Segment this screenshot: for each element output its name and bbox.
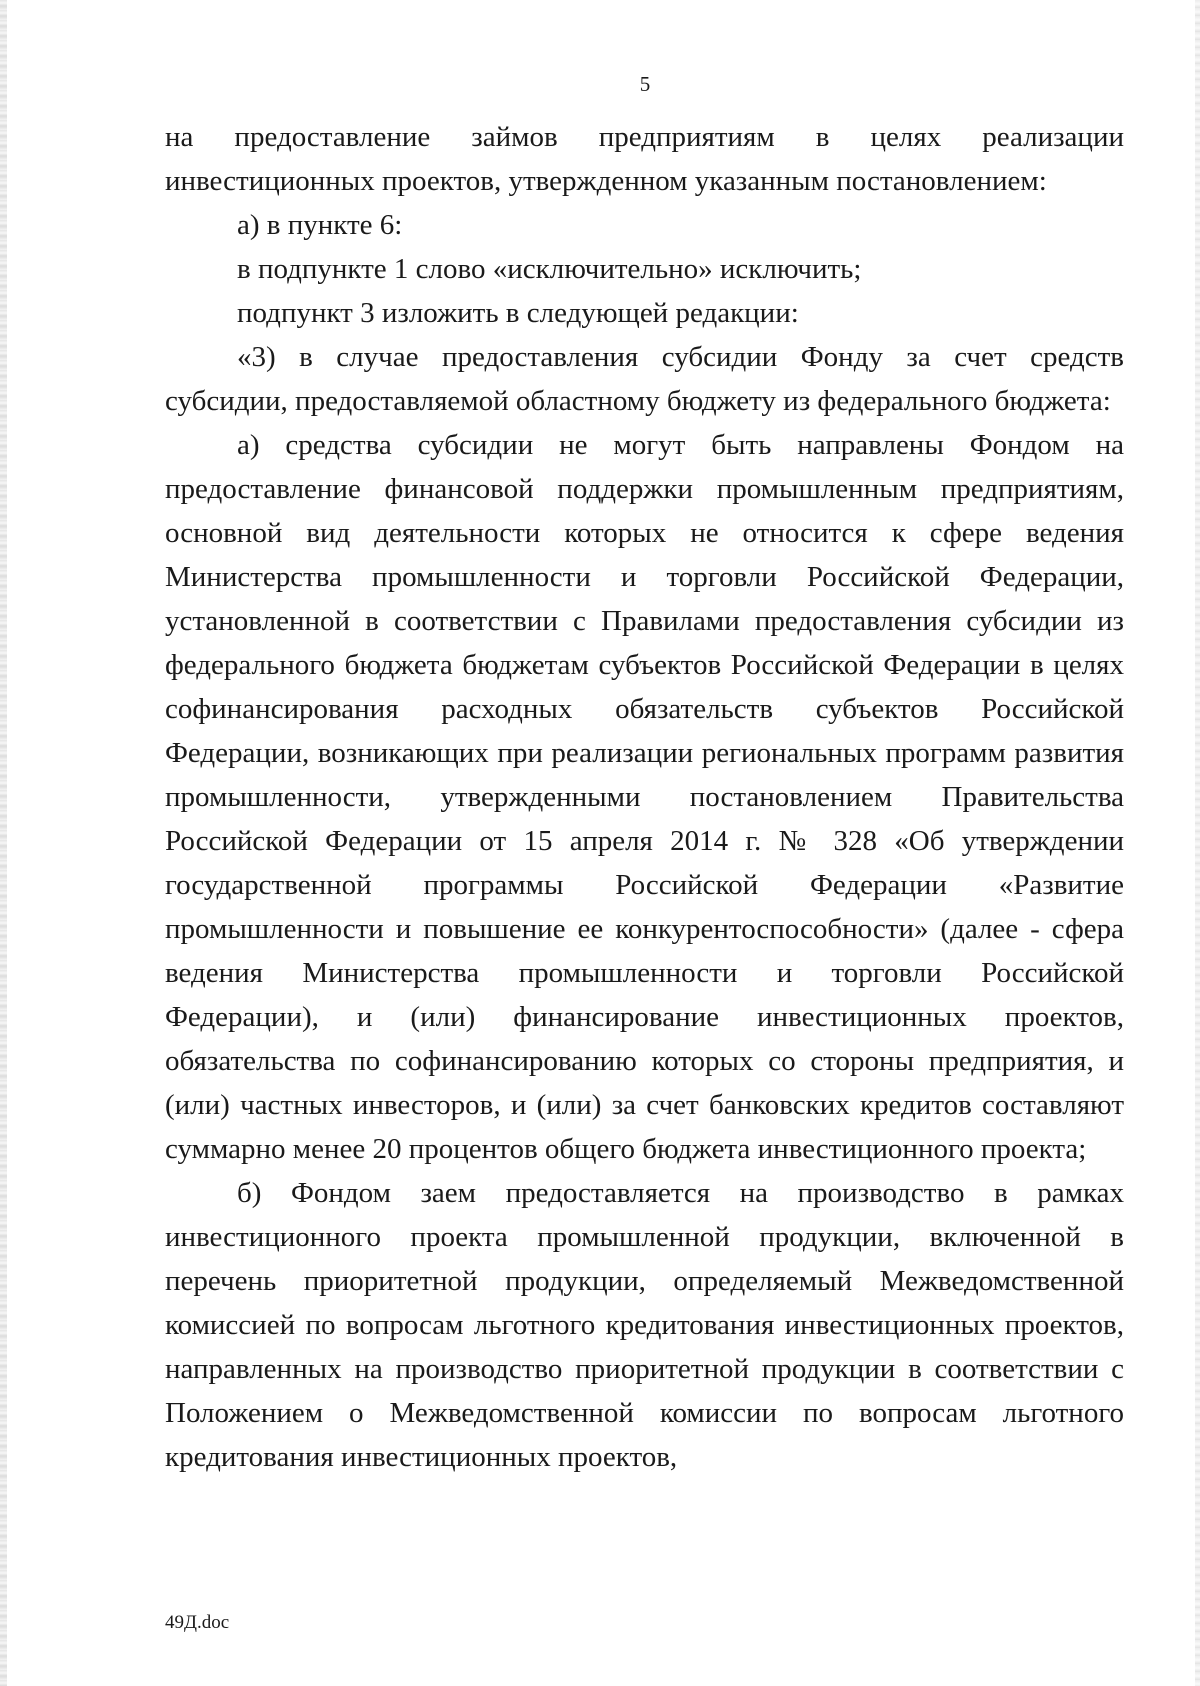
document-body: [165, 115, 1124, 1479]
paragraph-subitem-1: в подпункте 1 слово «исключительно» исключить;: [237, 253, 862, 285]
page-number: 5: [639, 72, 651, 96]
paragraph-item-a: а) в пункте 6:: [237, 209, 403, 241]
paragraph-point-b: б) Фондом заем предоставляется на производство в рамках инвестиционного проекта промышленной продукции, включенной в перечень приоритетной продукции, определяемый Межведомственной комиссией по вопросам льготного кредитования инвестиционных проектов, направленных на производство приоритетной продукции в соответствии с Положением о Межведомственной комиссии по вопросам льготного кредитования инвестиционных проектов,: [165, 1177, 1124, 1473]
scan-edge-left: [0, 0, 7, 1686]
paragraph-continuation: на предоставление займов предприятиям в целях реализации инвестиционных проектов, утвержденном указанным постановлением:: [165, 121, 1124, 197]
paragraph-subitem-3: подпункт 3 изложить в следующей редакции:: [237, 297, 799, 329]
scan-edge-right: [1195, 0, 1200, 1686]
footer-file-code: 49Д.doc: [165, 1612, 230, 1633]
paragraph-quote-3: «3) в случае предоставления субсидии Фонду за счет средств субсидии, предоставляемой областному бюджету из федерального бюджета:: [165, 341, 1124, 417]
paragraph-point-a: а) средства субсидии не могут быть направлены Фондом на предоставление финансовой поддержки промышленным предприятиям, основной вид деятельности которых не относится к сфере ведения Министерства промышленности и торговли Российской Федерации, установленной в соответствии с Правилами предоставления субсидии из федерального бюджета бюджетам субъектов Российской Федерации в целях софинансирования расходных обязательств субъектов Российской Федерации, возникающих при реализации региональных программ развития промышленности, утвержденными постановлением Правительства Российской Федерации от 15 апреля 2014 г. № 328 «Об утверждении государственной программы Российской Федерации «Развитие промышленности и повышение ее конкурентоспособности» (далее - сфера ведения Министерства промышленности и торговли Российской Федерации), и (или) финансирование инвестиционных проектов, обязательства по софинансированию которых со стороны предприятия, и (или) частных инвесторов, и (или) за счет банковских кредитов составляют суммарно менее 20 процентов общего бюджета инвестиционного проекта;: [165, 429, 1124, 1165]
